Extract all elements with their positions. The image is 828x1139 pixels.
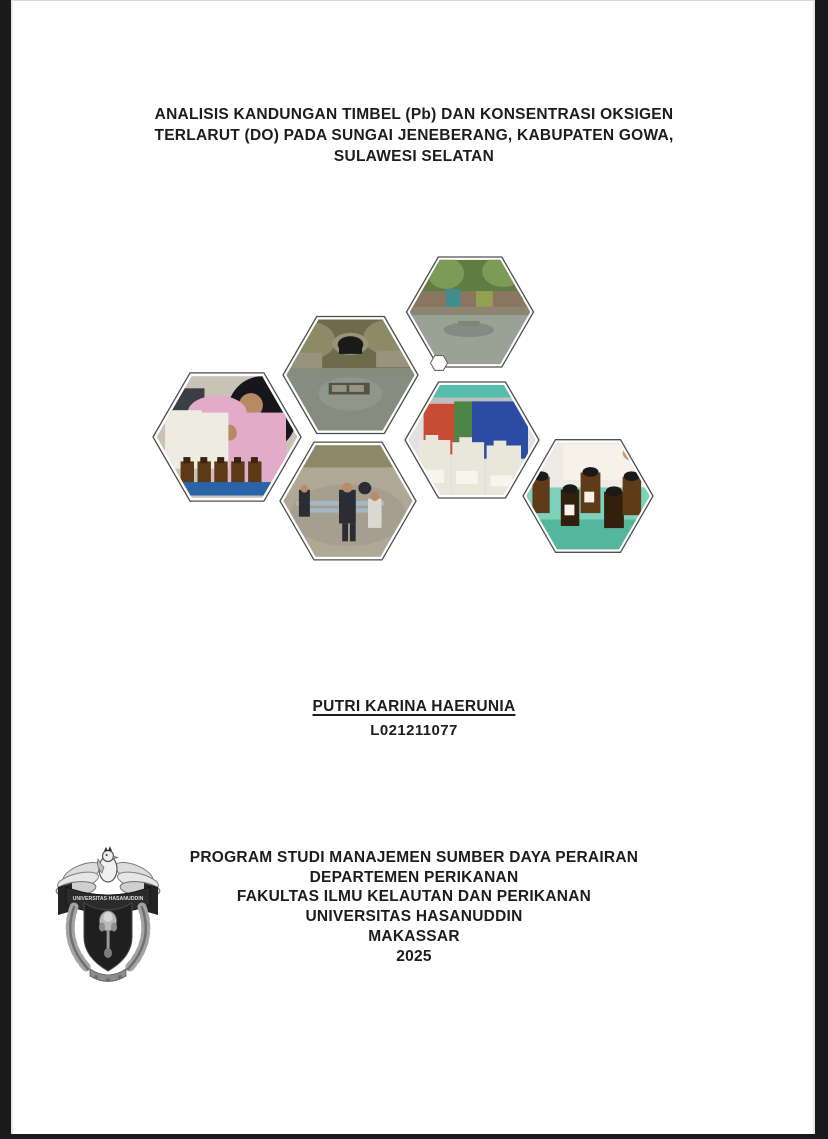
institution-line-year: 2025	[396, 947, 432, 965]
photo-sample-bottles-fridge-hex	[405, 382, 539, 498]
screen-edge-right	[815, 0, 828, 1139]
logo-banner-text: UNIVERSITAS HASANUDDIN	[72, 896, 144, 902]
photo-amber-bottles-crate-hex	[523, 440, 653, 553]
author-name: PUTRI KARINA HAERUNIA	[312, 698, 516, 715]
photo-lab-sample-pouring-hex	[153, 373, 301, 501]
institution-line-city: MAKASSAR	[368, 927, 460, 945]
white-hexagon-badge	[431, 356, 448, 371]
institution-line-program: PROGRAM STUDI MANAJEMEN SUMBER DAYA PERAIRAN	[189, 849, 639, 866]
photo-river-village-hex	[407, 256, 534, 367]
title-line-1: ANALISIS KANDUNGAN TIMBEL (Pb) DAN KONSENTRASI OKSIGEN	[154, 106, 674, 123]
unhas-logo-svg	[52, 845, 164, 987]
institution-line-faculty: FAKULTAS ILMU KELAUTAN DAN PERIKANAN	[236, 888, 592, 906]
title-line-2: TERLARUT (DO) PADA SUNGAI JENEBERANG, KABUPATEN GOWA,	[154, 127, 674, 144]
title-line-3: SULAWESI SELATAN	[333, 148, 495, 165]
logo-rooster-icon	[98, 846, 119, 882]
author-student-id: L021211077	[370, 722, 458, 739]
screen-edge-bottom	[0, 1134, 828, 1139]
institution-line-university: UNIVERSITAS HASANUDDIN	[305, 908, 523, 926]
screen-edge-left-highlight	[11, 0, 13, 1139]
screen-edge-left	[0, 0, 11, 1139]
unhas-logo	[52, 845, 164, 987]
photo-riverbank-sampling-team-hex	[280, 442, 416, 560]
screen-edge-top-line	[0, 0, 828, 1]
institution-line-department: DEPARTEMEN PERIKANAN	[309, 868, 519, 886]
photo-canal-inlet-hex	[283, 317, 418, 434]
logo-shield	[84, 903, 132, 971]
